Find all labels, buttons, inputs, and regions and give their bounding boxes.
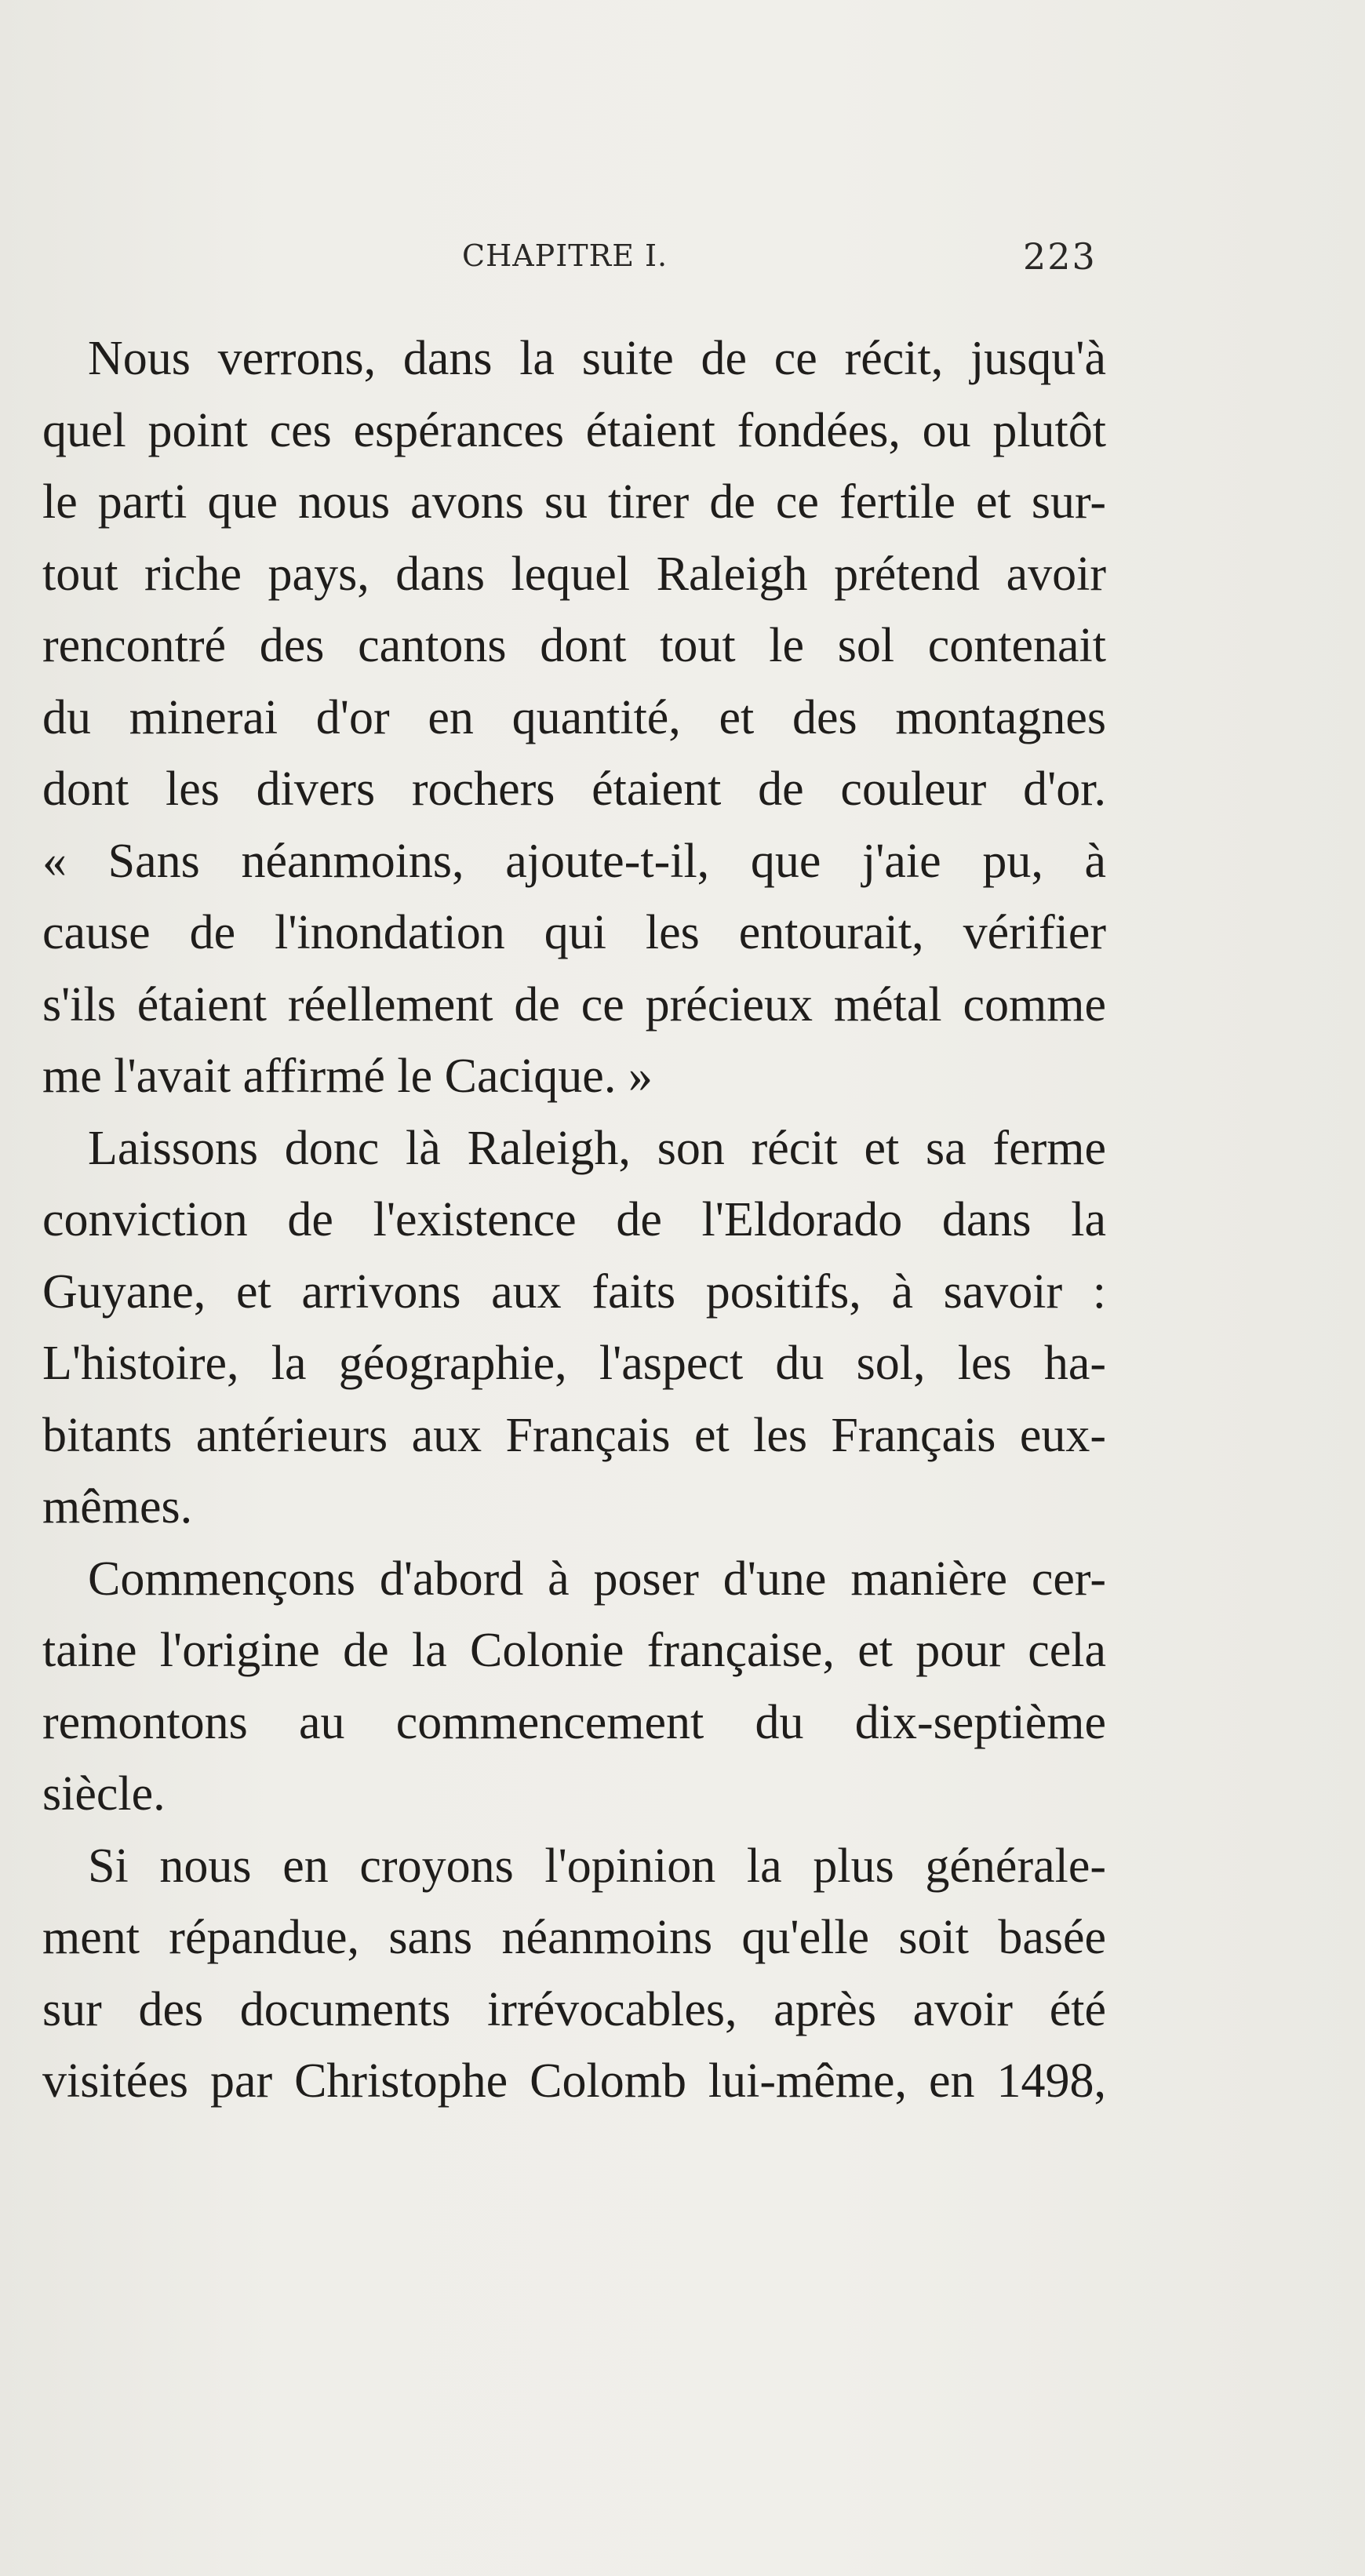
chapter-title: CHAPITRE I. bbox=[462, 238, 668, 273]
text-line: conviction de l'existence de l'Eldorado dans la bbox=[42, 1193, 1106, 1246]
text-line: Nous verrons, dans la suite de ce récit, jusqu'à bbox=[88, 332, 1106, 385]
text-line: le parti que nous avons su tirer de ce fertile et sur- bbox=[42, 475, 1106, 529]
text-line: bitants antérieurs aux Français et les Français eux- bbox=[42, 1408, 1106, 1462]
text-line: Laissons donc là Raleigh, son récit et sa ferme bbox=[88, 1121, 1106, 1175]
text-line: me l'avait affirmé le Cacique. » bbox=[42, 1050, 653, 1103]
text-line: Si nous en croyons l'opinion la plus générale- bbox=[88, 1839, 1106, 1893]
text-line: cause de l'inondation qui les entourait, vérifier bbox=[42, 906, 1106, 959]
text-line: Commençons d'abord à poser d'une manière cer- bbox=[88, 1552, 1106, 1606]
text-line: ment répandue, sans néanmoins qu'elle soit basée bbox=[42, 1911, 1106, 1964]
text-line: du minerai d'or en quantité, et des montagnes bbox=[42, 690, 1106, 744]
text-line: remontons au commencement du dix-septième bbox=[42, 1695, 1106, 1749]
text-line: rencontré des cantons dont tout le sol contenait bbox=[42, 619, 1106, 672]
text-line: siècle. bbox=[42, 1767, 166, 1821]
text-line: L'histoire, la géographie, l'aspect du sol, les ha- bbox=[42, 1337, 1106, 1390]
body-text bbox=[42, 323, 1106, 2118]
text-line: Guyane, et arrivons aux faits positifs, à savoir : bbox=[42, 1264, 1106, 1319]
text-line: dont les divers rochers étaient de couleur d'or. bbox=[42, 762, 1106, 816]
text-line: tout riche pays, dans lequel Raleigh prétend avoir bbox=[42, 547, 1106, 601]
text-line: sur des documents irrévocables, après avoir été bbox=[42, 1982, 1106, 2036]
text-line: quel point ces espérances étaient fondées, ou plutôt bbox=[42, 403, 1106, 457]
text-line: « Sans néanmoins, ajoute-t-il, que j'aie pu, à bbox=[42, 834, 1106, 888]
text-line: s'ils étaient réellement de ce précieux métal comme bbox=[42, 977, 1106, 1031]
text-line: taine l'origine de la Colonie française, et pour cela bbox=[42, 1624, 1106, 1677]
text-line: mêmes. bbox=[42, 1480, 193, 1534]
text-line: visitées par Christophe Colomb lui-même, en 1498, bbox=[42, 2054, 1106, 2108]
page-number: 223 bbox=[1023, 235, 1097, 278]
running-header bbox=[0, 0, 1365, 314]
